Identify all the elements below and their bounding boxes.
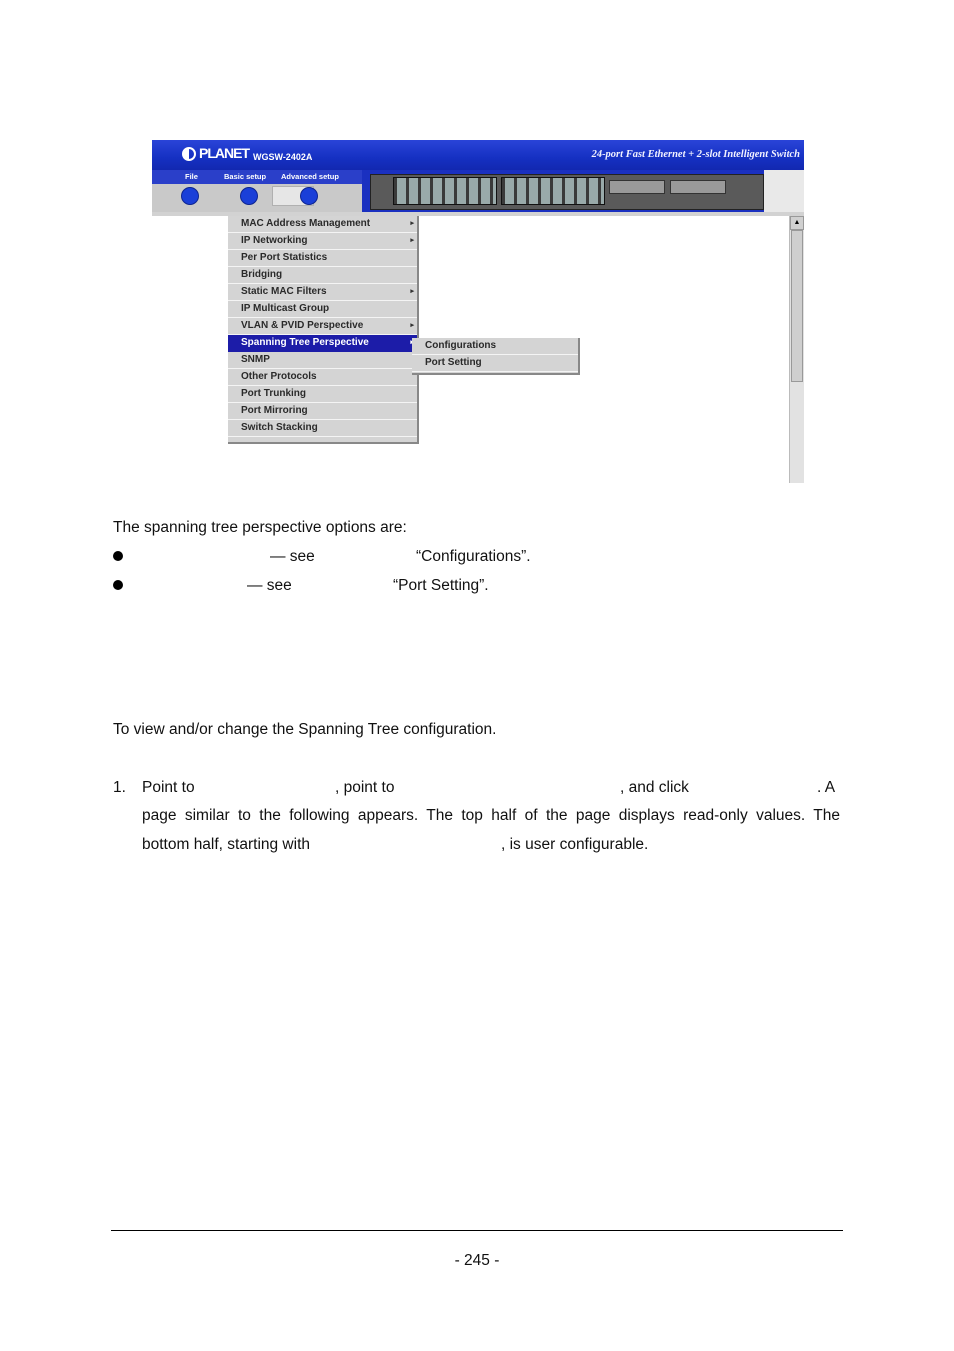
submenu-arrow-icon: ▸	[410, 322, 414, 329]
bullet-icon	[113, 551, 123, 561]
menu-item-label: IP Networking	[241, 235, 308, 246]
menu-item-switch-stacking[interactable]	[228, 420, 417, 437]
scroll-up-icon[interactable]: ▲	[790, 216, 804, 230]
bullet1-reference: “Configurations”.	[416, 548, 531, 565]
menu-basic-setup[interactable]: Basic setup	[224, 172, 267, 181]
step-text-line3a: bottom half, starting with	[142, 836, 310, 853]
bullet2-see: — see	[247, 577, 292, 594]
bullet1-see: — see	[270, 548, 315, 565]
menu-item-spanning-tree-perspective[interactable]	[228, 335, 417, 352]
menu-item-label: VLAN & PVID Perspective	[241, 320, 364, 331]
step-text-d: . A	[817, 779, 836, 796]
menu-item-mac-address-management[interactable]	[228, 216, 417, 233]
bullet2-reference: “Port Setting”.	[393, 577, 489, 594]
menu-item-port-mirroring[interactable]	[228, 403, 417, 420]
menu-item-label: Other Protocols	[241, 371, 317, 382]
advanced-menu	[228, 216, 419, 444]
file-button-icon[interactable]	[181, 187, 199, 205]
switch-ui-screenshot	[152, 140, 804, 483]
submenu-arrow-icon: ▸	[410, 237, 414, 244]
port-block-1-icon[interactable]	[393, 177, 497, 205]
logo-text: PLANET	[199, 145, 249, 161]
submenu-arrow-icon: ▸	[410, 288, 414, 295]
menu-item-label: MAC Address Management	[241, 218, 371, 229]
menu-item-other-protocols[interactable]	[228, 369, 417, 386]
step-text-b: , point to	[335, 779, 395, 796]
intro-text: The spanning tree perspective options are:	[113, 519, 407, 536]
menu-item-label: Spanning Tree Perspective	[241, 337, 369, 348]
menu-item-label: Switch Stacking	[241, 422, 318, 433]
bullet-icon	[113, 580, 123, 590]
menu-item-label: Port Trunking	[241, 388, 306, 399]
menu-item-label: Port Mirroring	[241, 405, 308, 416]
menu-item-label: Per Port Statistics	[241, 252, 328, 263]
model-name: WGSW-2402A	[253, 152, 313, 162]
logo-circle-icon	[182, 147, 196, 161]
menu-item-snmp[interactable]	[228, 352, 417, 369]
menu-item-label: SNMP	[241, 354, 270, 365]
menu-file[interactable]: File	[185, 172, 198, 181]
slot-1-icon[interactable]	[609, 180, 665, 194]
menu-item-label: IP Multicast Group	[241, 303, 330, 314]
menu-item-label: Bridging	[241, 269, 283, 280]
vertical-scrollbar[interactable]	[789, 216, 804, 483]
planet-logo	[182, 146, 248, 164]
menu-item-static-mac-filters[interactable]	[228, 284, 417, 301]
menu-item-ip-networking[interactable]	[228, 233, 417, 250]
menubar	[152, 170, 362, 184]
step-text-a: Point to	[142, 779, 195, 796]
product-tagline: 24-port Fast Ethernet + 2-slot Intelligent Switch	[591, 149, 800, 160]
menu-item-ip-multicast-group[interactable]	[228, 301, 417, 318]
menu-item-label: Static MAC Filters	[241, 286, 327, 297]
submenu-item-configurations[interactable]: Configurations	[412, 338, 578, 355]
panel-edge	[764, 170, 804, 212]
port-block-2-icon[interactable]	[501, 177, 605, 205]
menu-item-port-trunking[interactable]	[228, 386, 417, 403]
scroll-thumb[interactable]	[791, 230, 803, 382]
slot-2-icon[interactable]	[670, 180, 726, 194]
submenu-item-port-setting[interactable]: Port Setting	[412, 355, 578, 372]
menu-advanced-setup[interactable]: Advanced setup	[281, 172, 339, 181]
menu-item-bridging[interactable]	[228, 267, 417, 284]
menu-item-vlan-pvid-perspective[interactable]	[228, 318, 417, 335]
step-text-c: , and click	[620, 779, 689, 796]
paragraph: To view and/or change the Spanning Tree configuration.	[113, 721, 497, 738]
page-number: - 245 -	[454, 1252, 500, 1269]
step-text-line3b: , is user configurable.	[501, 836, 649, 853]
advanced-setup-button-icon[interactable]	[300, 187, 318, 205]
submenu-arrow-icon: ▸	[410, 220, 414, 227]
step-text-line2: page similar to the following appears. The top half of the page displays read-only values. The	[142, 807, 840, 824]
menu-item-per-port-statistics[interactable]	[228, 250, 417, 267]
header-banner	[152, 140, 804, 170]
spanning-tree-submenu	[412, 338, 580, 375]
basic-setup-button-icon[interactable]	[240, 187, 258, 205]
step-number: 1.	[113, 779, 126, 796]
footer-rule	[111, 1230, 843, 1231]
